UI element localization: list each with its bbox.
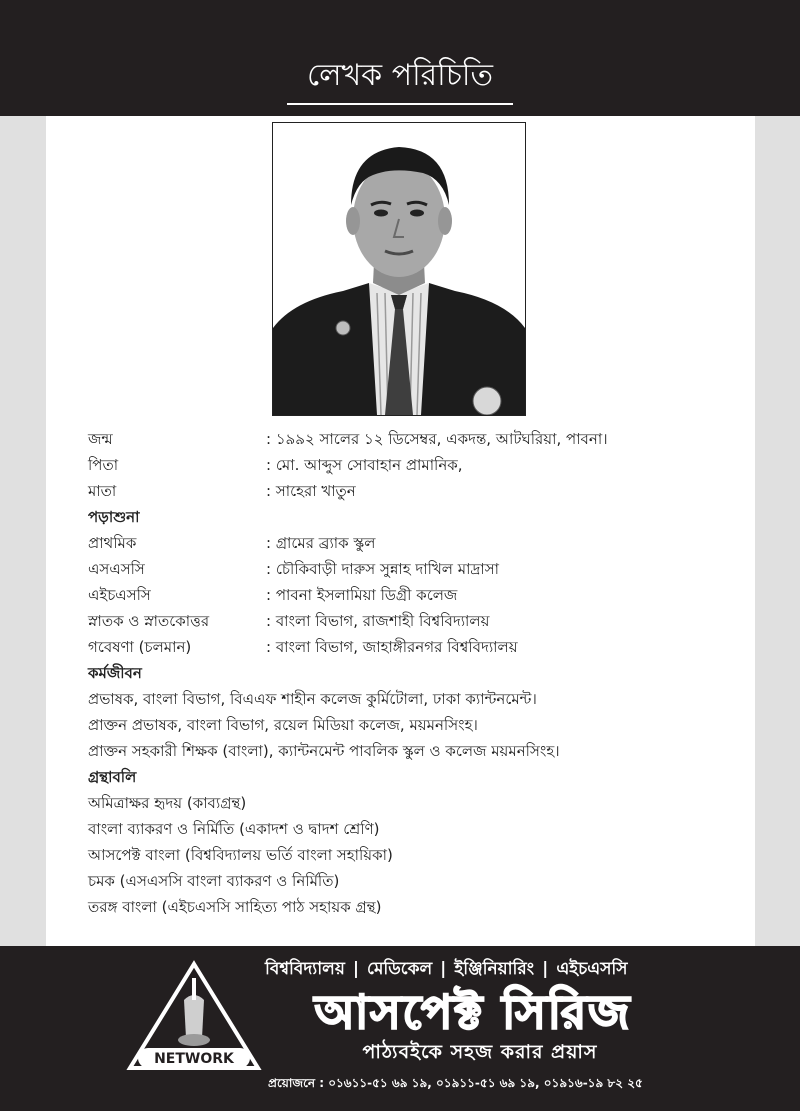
book-line: আসপেক্ট বাংলা (বিশ্ববিদ্যালয় ভর্তি বাংলা সহায়িকা)	[88, 846, 393, 864]
network-logo	[126, 960, 262, 1080]
career-heading: কর্মজীবন	[88, 664, 142, 682]
education-label: এইচএসসি	[88, 586, 151, 604]
education-label: এসএসসি	[88, 560, 145, 578]
education-value: : গ্রামের ব্র্যাক স্কুল	[266, 534, 376, 552]
category-item: মেডিকেল	[367, 959, 433, 979]
education-label: স্নাতক ও স্নাতকোত্তর	[88, 612, 210, 630]
career-line: প্রাক্তন সহকারী শিক্ষক (বাংলা), ক্যান্টনমেন্ট পাবলিক স্কুল ও কলেজ ময়মনসিংহ।	[88, 742, 560, 760]
left-margin-band	[0, 116, 46, 946]
education-row	[88, 634, 745, 660]
education-label: প্রাথমিক	[88, 534, 137, 552]
category-separator: |	[352, 959, 360, 979]
header-band	[0, 0, 800, 116]
author-details	[88, 426, 745, 920]
career-line: প্রাক্তন প্রভাষক, বাংলা বিভাগ, রয়েল মিডিয়া কলেজ, ময়মনসিংহ।	[88, 716, 478, 734]
profile-label: জন্ম	[88, 430, 113, 448]
network-triangle-icon	[126, 960, 262, 1080]
category-item: বিশ্ববিদ্যালয়	[265, 959, 345, 979]
category-list	[265, 956, 685, 982]
profile-value: : ১৯৯২ সালের ১২ ডিসেম্বর, একদন্ত, আটঘরিয়া, পাবনা।	[266, 430, 608, 448]
education-heading: পড়াশুনা	[88, 508, 140, 526]
education-value: : বাংলা বিভাগ, রাজশাহী বিশ্ববিদ্যালয়	[266, 612, 490, 630]
category-item: এইচএসসি	[556, 959, 628, 979]
education-row	[88, 530, 745, 556]
profile-row-birth	[88, 426, 745, 452]
education-value: : পাবনা ইসলামিয়া ডিগ্রী কলেজ	[266, 586, 458, 604]
category-separator: |	[542, 959, 549, 979]
education-row	[88, 582, 745, 608]
content-panel	[46, 116, 755, 946]
profile-value: : মো. আব্দুস সোবাহান প্রামানিক,	[266, 456, 463, 474]
category-separator: |	[440, 959, 447, 979]
book-line: তরঙ্গ বাংলা (এইচএসসি সাহিত্য পাঠ সহায়ক গ্রন্থ)	[88, 898, 382, 916]
page-title: লেখক পরিচিতি	[306, 58, 494, 93]
book-line: বাংলা ব্যাকরণ ও নির্মিতি (একাদশ ও দ্বাদশ শ্রেণি)	[88, 820, 380, 838]
career-line: প্রভাষক, বাংলা বিভাগ, বিএএফ শাহীন কলেজ কুর্মিটোলা, ঢাকা ক্যান্টনমেন্ট।	[88, 690, 537, 708]
education-row	[88, 556, 745, 582]
portrait-image	[273, 123, 525, 415]
right-margin-band	[755, 116, 800, 946]
books-heading: গ্রন্থাবলি	[88, 768, 137, 786]
footer-band	[0, 946, 800, 1111]
education-value: : বাংলা বিভাগ, জাহাঙ্গীরনগর বিশ্ববিদ্যালয়	[266, 638, 518, 656]
series-brand-title: আসপেক্ট সিরিজ	[314, 985, 632, 1039]
education-label: গবেষণা (চলমান)	[88, 638, 192, 656]
profile-value: : সাহেরা খাতুন	[266, 482, 356, 500]
contact-numbers: প্রয়োজনে : ০১৬১১-৫১ ৬৯ ১৯, ০১৯১১-৫১ ৬৯ ১৯, ০১৯১৬-১৯ ৮২ ২৫	[268, 1076, 643, 1090]
author-photo	[272, 122, 526, 416]
title-underline	[287, 103, 513, 105]
profile-label: পিতা	[88, 456, 119, 474]
book-line: চমক (এসএসসি বাংলা ব্যাকরণ ও নির্মিতি)	[88, 872, 340, 890]
profile-row-father	[88, 452, 745, 478]
book-line: অমিত্রাক্ষর হৃদয় (কাব্যগ্রন্থ)	[88, 794, 247, 812]
logo-label: NETWORK	[154, 1051, 234, 1067]
education-value: : চৌকিবাড়ী দারুস সুন্নাহ দাখিল মাদ্রাসা	[266, 560, 500, 578]
education-row	[88, 608, 745, 634]
series-tagline: পাঠ্যবইকে সহজ করার প্রয়াস	[362, 1041, 598, 1063]
category-item: ইঞ্জিনিয়ারিং	[454, 959, 535, 979]
profile-row-mother	[88, 478, 745, 504]
profile-label: মাতা	[88, 482, 117, 500]
